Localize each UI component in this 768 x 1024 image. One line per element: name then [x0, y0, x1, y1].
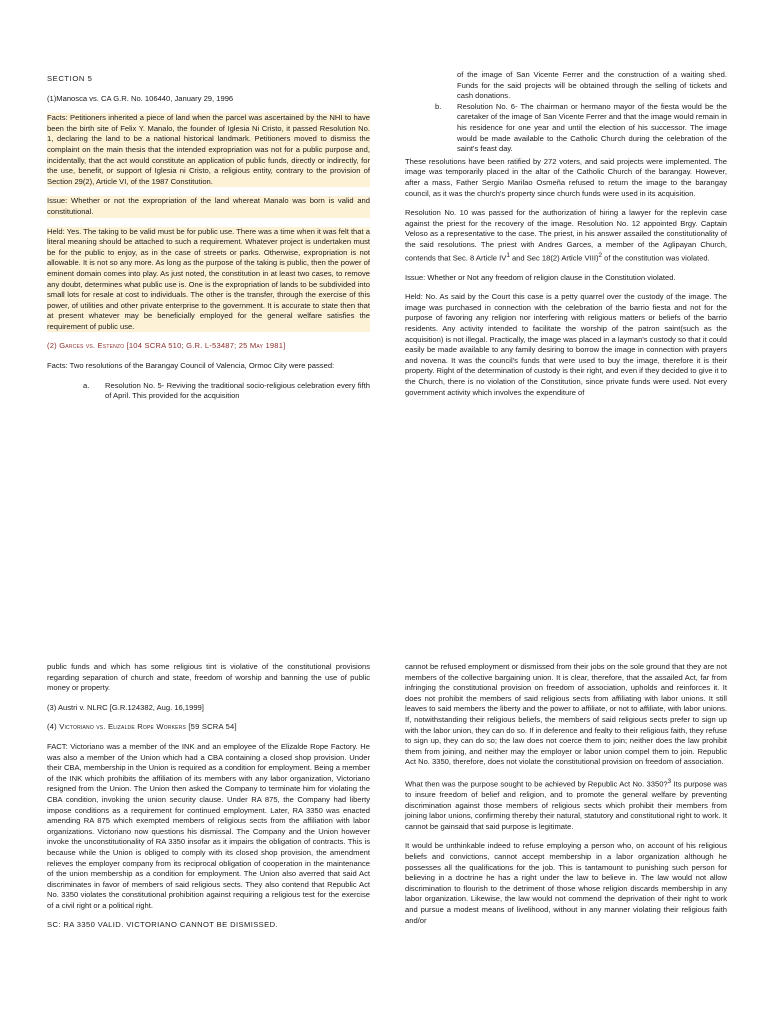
- purpose-text-a: What then was the purpose sought to be achieved by Republic Act No. 3350?: [405, 779, 668, 789]
- list-item: [83, 381, 370, 402]
- list-marker: b.: [435, 101, 442, 111]
- case2-held: Held: No. As said by the Court this case is a petty quarrel over the custody of the image. The image was purchased in connection with the celebration of the barrio fiesta and not for the purpose of favoring any religion nor interfering with religious matters or beliefs of the barrio residents. Any activity intended to facilitate the worship of the patron saint(such as the acquisition) is not illegal. Practically, the image was placed in a layman's custody so that it could easily be made available to any family desiring to borrow the image in connection with prayers and novena. It was the council's funds that were used to buy the image, therefore it is their property. Right of the determination of custody is their right, and even if they decided to give it to the Church, there is no violation of the Constitution, since private funds were used. Not every government activity which involves the expenditure of: [405, 292, 727, 397]
- case4-fact: FACT: Victoriano was a member of the INK and an employee of the Elizalde Rope Factory. He was also a member of the Union which had a CBA containing a closed shop provision. Under their CBA, membership in the Union is required as a condition for employment. Being a member of the INK which prohibits the affiliation of its members with any labor organization, Victoriano resigned from the Union. The Union then asked the Company to terminate him for violating the CBA condition, invoking the union security clause. Under RA 875, the Company had liberty impose conditions as a requirement for continued employment. Later, RA 3350 was enacted amending RA 875 which exempted members of religious sects from the affiliation with labor organizations. Victoriano now questions his dismissal. The Company and the Union however invoke the unconstitutionality of RA 3350 insofar as it impairs the obligation of contracts. This is because while the Union is obliged to comply with its closed shop provision, the amendment relieves the employer company from its reciprocal obligation of cooperation in the maintenance of the union membership as a condition for employment. The Union also averred that said Act discriminates in favor of members of said religious sects. They also contend that Republic Act No. 3350 violates the constitutional prohibition against requiring a religious test for the exercise of a civil right or a political right.: [47, 741, 370, 910]
- page-break-gap: [0, 520, 768, 660]
- resolution-6-text: Resolution No. 6- The chairman or hermano mayor of the fiesta would be the caretaker of the image of San Vicente Ferrer and that the image would remain in his residence for one year and until the election of his successor. The image would be made available to the Catholic Church during the celebration of the saint's feast day.: [457, 101, 728, 154]
- res10-text-a: Resolution No. 10 was passed for the authorization of hiring a lawyer for the replevin case against the priest for the recovery of the image. Resolution No. 12 appointed Brgy. Captain Veloso as a representative to the case. The priest, in his answer assailed the constitutionality of the said resolutions. The priest with Andres Garces, a member of the Aglipayan Church, contends that Sec. 8 Article IV: [405, 208, 727, 263]
- case2-title: (2) Garces vs. Estenzo [104 SCRA 510; G.R. L-53487; 25 May 1981]: [47, 341, 286, 351]
- ratified-paragraph: These resolutions have been ratified by 272 voters, and said projects were implemented. The image was temporarily placed in the altar of the Catholic Church of the barangay. However, after a mass, Father Sergio Marilao Osmeña refused to return the image to the barangay council, as it was the church's property since church funds were used in its acquisition.: [405, 156, 727, 198]
- case2-facts: Facts: Two resolutions of the Barangay Council of Valencia, Ormoc City were passed:: [47, 361, 335, 371]
- case4-sc-ruling: SC: RA 3350 VALID. VICTORIANO CANNOT BE DISMISSED.: [47, 920, 278, 930]
- case3-title: (3) Austri v. NLRC [G.R.124382, Aug. 16,1999]: [47, 702, 204, 712]
- list-item: [435, 102, 727, 155]
- case4-unthinkable-paragraph: It would be unthinkable indeed to refuse employing a person who, on account of his religious beliefs and convictions, cannot accept membership in a labor organization although he possesses all the qualifications for the job. This is tantamount to punishing such person for believing in a doctrine he has a right under the law to believe in. The law would not allow discrimination to flourish to the detriment of those whose religion discards membership in any labor organization. Likewise, the law would not commend the deprivation of their right to work and pursue a modest means of livelihood, without in any manner violating their religious faith and/or: [405, 841, 727, 925]
- resolution-10-paragraph: [405, 208, 727, 264]
- page1-left-column: [47, 74, 370, 404]
- case2-held-continuation: public funds and which has some religious tint is violative of the constitutional provisions regarding separation of church and state, freedom of worship and banning the use of public money or property.: [47, 662, 370, 693]
- footnote-ref: 2: [598, 251, 603, 259]
- list-marker: a.: [83, 380, 90, 390]
- footnote-ref: 1: [506, 251, 510, 259]
- case1-title: (1)Manosca vs. CA G.R. No. 106440, January 29, 1996: [47, 93, 234, 103]
- footnote-ref: 3: [667, 777, 672, 785]
- purpose-text-b: Its purpose was to insure freedom of belief and religion, and to promote the general welfare by preventing discrimination against those members of religious sects which prohibit their members from joining labor unions, confirming thereby their natural, statutory and constitutional right to work. It cannot be gainsaid that said purpose is legitimate.: [405, 779, 728, 831]
- page2-right-column: [405, 662, 727, 935]
- case1-held: Held: Yes. The taking to be valid must be for public use. There was a time when it was felt that a literal meaning should be attached to such a requirement. Whatever project is undertaken must be for the public to enjoy, as in the case of streets or parks. Otherwise, expropriation is not allowable. It is not so any more. As long as the purpose of the taking is public, then the power of eminent domain comes into play. As just noted, the constitution in at least two cases, to remove any doubt, determines what public use is. One is the expropriation of lands to be subdivided into small lots for resale at cost to individuals. The other is the transfer, through the exercise of this power, of utilities and other private enterprise to the government. It is accurate to state then that at present whatever may be beneficially employed for the general welfare satisfies the requirement of public use.: [47, 226, 370, 331]
- case2-resolution-list: [83, 381, 370, 402]
- res10-text-c: of the constitution was violated.: [602, 253, 710, 263]
- resolution-5-continuation: of the image of San Vicente Ferrer and the construction of a waiting shed. Funds for the said projects will be obtained through the selling of tickets and cash donations.: [457, 70, 727, 101]
- page1-right-column: [405, 70, 727, 407]
- case4-freedom-association-paragraph: cannot be refused employment or dismissed from their jobs on the sole ground that they are not members of the collective bargaining union. It is clear, therefore, that the assailed Act, far from infringing the constitutional provision on freedom of association, upholds and reinforces it. It does not prohibit the members of said religious sects from affiliating with labor unions. It still leaves to said members the liberty and the power to affiliate, or not to affiliate, with labor unions. If, notwithstanding their religious beliefs, the members of said religious sects prefer to sign up with the labor union, they can do so. If in deference and fealty to their religious faith, they refuse to sign up, they can do so; the law does not coerce them to join; neither does the law prohibit them from joining, and neither may the employer or labor union compel them to join. Republic Act No. 3350, therefore, does not violate the constitutional provision on freedom of association.: [405, 662, 727, 767]
- page2-left-column: [47, 662, 370, 940]
- resolution-list-cont: [435, 102, 727, 155]
- res10-text-b: and Sec 18(2) Article VIII): [509, 253, 599, 263]
- case1-issue: Issue: Whether or not the expropriation of the land whereat Manalo was born is valid and constitutional.: [47, 196, 370, 216]
- resolution-5-text: Resolution No. 5- Reviving the traditional socio-religious celebration every fifth of April. This provided for the acquisition: [105, 380, 370, 401]
- case1-facts: Facts: Petitioners inherited a piece of land when the parcel was ascertained by the NHI to have been the birth site of Felix Y. Manalo, the founder of Iglesia Ni Cristo, it passed Resolution No. 1, declaring the land to be a national historical landmark. Petitioners moved to dismiss the complaint on the main thesis that the intended expropriation was not for a public purpose and, incidentally, that the act would constitute an application of public funds, directly or indirectly, for the use, benefit, or support of Iglesia ni Cristo, a religious entity, contrary to the provision of Section 29(2), Article VI, of the 1987 Constitution.: [47, 113, 370, 186]
- section-heading: SECTION 5: [47, 74, 93, 83]
- case2-issue: Issue: Whether or Not any freedom of religion clause in the Constitution violated.: [405, 272, 676, 282]
- case4-title: (4) Victoriano vs. Elizalde Rope Workers [59 SCRA 54]: [47, 722, 237, 732]
- case4-purpose-paragraph: [405, 777, 727, 833]
